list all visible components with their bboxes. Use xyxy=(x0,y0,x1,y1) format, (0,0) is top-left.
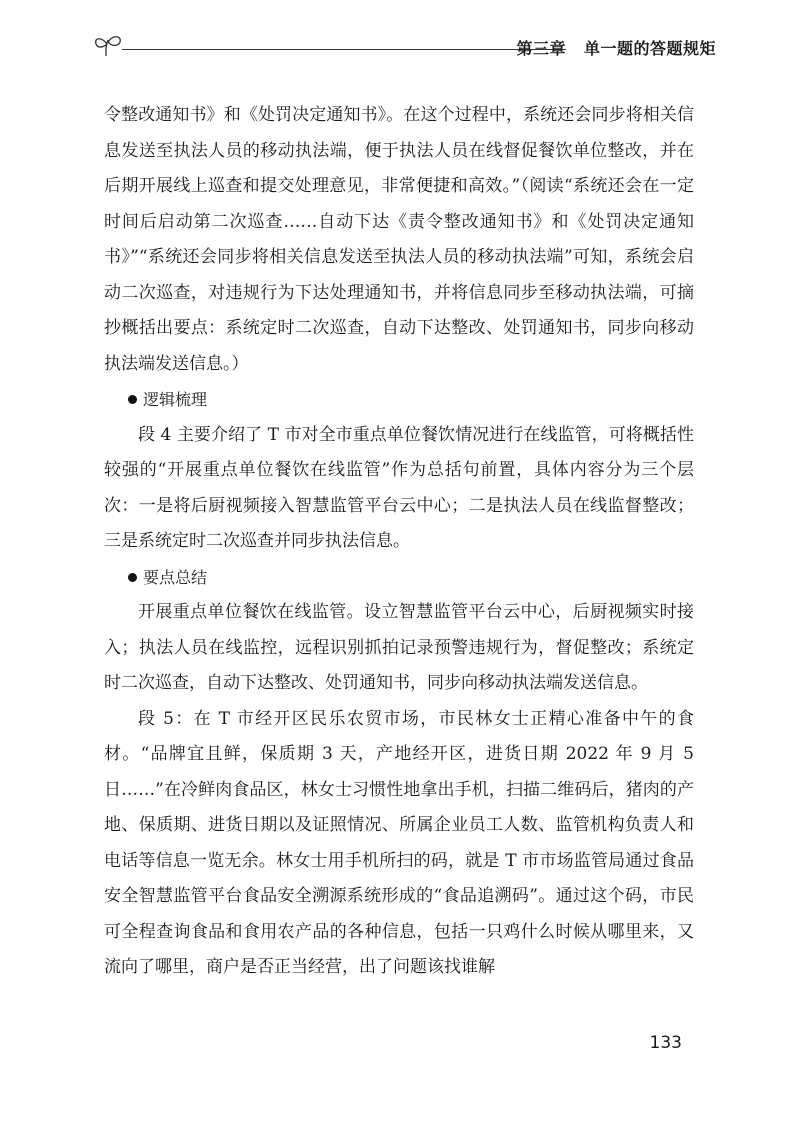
heading-text: 逻辑梳理 xyxy=(143,390,208,409)
header-rule xyxy=(122,49,566,50)
page-header xyxy=(92,30,716,70)
section-heading-logic xyxy=(104,382,694,418)
chapter-label: 第三章 xyxy=(516,39,566,58)
page-number: 133 xyxy=(649,1033,682,1053)
body-text xyxy=(104,98,694,986)
sprout-icon xyxy=(92,32,126,58)
paragraph: 开展重点单位餐饮在线监管。设立智慧监管平台云中心，后厨视频实时接入；执法人员在线监控，远程识别抓拍记录预警违规行为，督促整改；系统定时二次巡查，自动下达整改、处罚通知书，同步向移动执法端发送信息。 xyxy=(104,602,694,693)
running-head xyxy=(516,36,716,59)
paragraph: 段 4 主要介绍了 T 市对全市重点单位餐饮情况进行在线监管，可将概括性较强的“开展重点单位餐饮在线监管”作为总括句前置，具体内容分为三个层次：一是将后厨视频接入智慧监管平台云中心；二是执法人员在线监督整改；三是系统定时二次巡查并同步执法信息。 xyxy=(104,424,694,551)
chapter-title: 单一题的答题规矩 xyxy=(583,39,716,58)
section-heading-summary xyxy=(104,560,694,596)
bullet-icon xyxy=(128,395,137,404)
paragraph: 令整改通知书》和《处罚决定通知书》。在这个过程中，系统还会同步将相关信息发送至执法人员的移动执法端，便于执法人员在线督促餐饮单位整改，并在后期开展线上巡查和提交处理意见，非常便捷和高效。”（阅读“系统还会在一定时间后启动第二次巡查……自动下达《责令整改通知书》和《处罚决定通知书》”“系统还会同步将相关信息发送至执法人员的移动执法端”可知，系统会启动二次巡查，对违规行为下达处理通知书，并将信息同步至移动执法端，可摘抄概括出要点：系统定时二次巡查，自动下达整改、处罚通知书，同步向移动执法端发送信息。） xyxy=(104,105,694,374)
bullet-icon xyxy=(128,573,137,582)
heading-text: 要点总结 xyxy=(143,567,208,587)
paragraph: 段 5：在 T 市经开区民乐农贸市场，市民林女士正精心准备中午的食材。“品牌宜且鲜，保质期 3 天，产地经开区，进货日期 2022 年 9 月 5 日……”在冷鲜肉食品区，林女士习惯性地拿出手机，扫描二维码后，猪肉的产地、保质期、进货日期以及证照情况、所属企业员工人数、监管机构负责人和电话等信息一览无余。林女士用手机所扫的码，就是 T 市市场监管局通过食品安全智慧监管平台食品安全溯源系统形成的“食品追溯码”。通过这个码，市民可全程查询食品和食用农产品的各种信息，包括一只鸡什么时候从哪里来，又流向了哪里，商户是否正当经营，出了问题该找谁解 xyxy=(104,708,694,977)
